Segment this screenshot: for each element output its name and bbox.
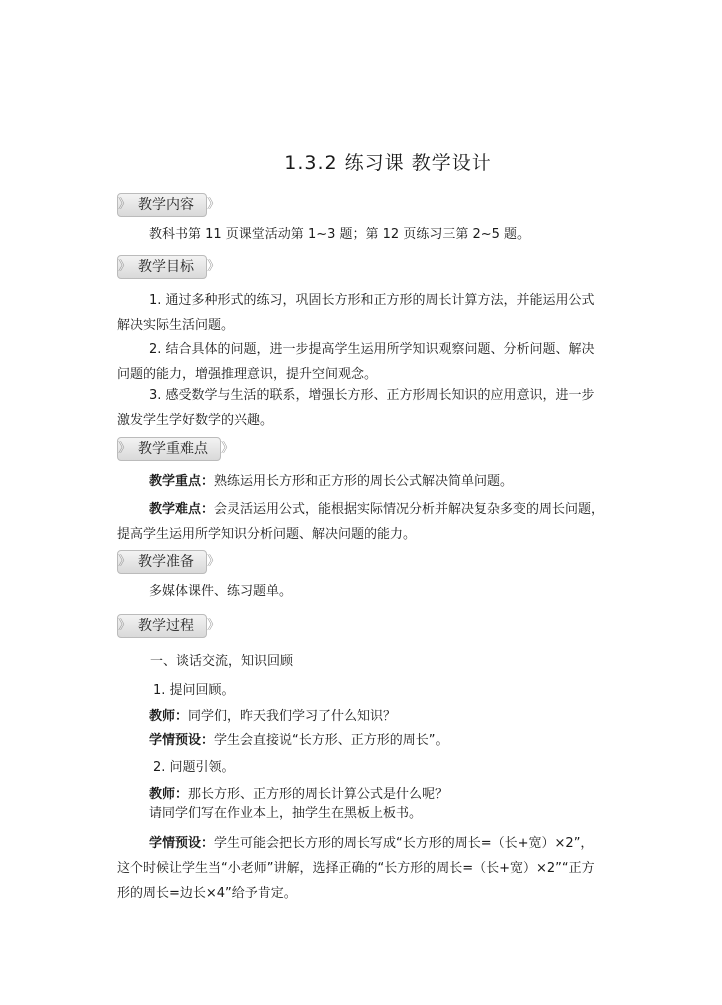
section-header-preparation (117, 550, 207, 574)
section-header-process (117, 614, 207, 638)
teacher-text: 同学们，昨天我们学习了什么知识？ (188, 709, 397, 724)
process-step-2: 2. 问题引领。 (153, 760, 235, 775)
goal-item-1: 1. 通过多种形式的练习，巩固长方形和正方形的周长计算方法，并能运用公式解决实际生活问题。 (117, 293, 595, 333)
student-prediction-2 (117, 831, 605, 906)
goal-item-3: 3. 感受数学与生活的联系，增强长方形、正方形周长知识的应用意识，进一步激发学生学好数学的兴趣。 (117, 388, 595, 428)
section-header-goals (117, 255, 207, 279)
section-label: 》 教学过程 》 (117, 614, 207, 638)
teacher-text: 那长方形、正方形的周长计算公式是什么呢？ (188, 787, 449, 802)
prediction-text: 学生会直接说“长方形、正方形的周长”。 (214, 733, 449, 748)
teaching-difficulty (117, 497, 605, 547)
prediction-label: 学情预设： (149, 733, 215, 748)
teacher-question-2 (149, 785, 448, 805)
focus-label: 教学重点： (149, 474, 215, 489)
difficulty-text: 会灵活运用公式，能根据实际情况分析并解决复杂多变的周长问题，提高学生运用所学知识分析问题、解决问题的能力。 (117, 502, 605, 542)
process-step-1: 1. 提问回顾。 (153, 683, 235, 698)
section-label: 》 教学重难点 》 (117, 437, 221, 461)
section-label: 》 教学内容 》 (117, 193, 207, 217)
prediction-label: 学情预设： (149, 836, 215, 851)
section-label: 》 教学目标 》 (117, 255, 207, 279)
difficulty-label: 教学难点： (149, 502, 215, 517)
teacher-question-1 (149, 707, 396, 727)
content-text: 教科书第 11 页课堂活动第 1~3 题；第 12 页练习三第 2~5 题。 (149, 227, 531, 242)
goal-item-2: 2. 结合具体的问题，进一步提高学生运用所学知识观察问题、分析问题、解决问题的能力，增强推理意识，提升空间观念。 (117, 342, 595, 382)
prediction-text: 学生可能会把长方形的周长写成“长方形的周长=（长+宽）×2”，这个时候让学生当“小老师”讲解，选择正确的“长方形的周长=（长+宽）×2”“正方形的周长=边长×4”给予肯定。 (117, 836, 595, 901)
section-label: 》 教学准备 》 (117, 550, 207, 574)
teaching-focus (117, 469, 605, 494)
preparation-text: 多媒体课件、练习题单。 (149, 584, 293, 599)
page-title: 1.3.2 练习课 教学设计 (284, 152, 492, 174)
teacher-label: 教师： (149, 787, 189, 802)
section-header-key-points (117, 437, 221, 461)
process-part1-title: 一、谈话交流，知识回顾 (150, 654, 294, 669)
student-prediction-1 (149, 731, 449, 751)
section-header-content (117, 193, 207, 217)
teacher-label: 教师： (149, 709, 189, 724)
focus-text: 熟练运用长方形和正方形的周长公式解决简单问题。 (214, 474, 514, 489)
classroom-instruction: 请同学们写在作业本上，抽学生在黑板上板书。 (149, 806, 423, 821)
